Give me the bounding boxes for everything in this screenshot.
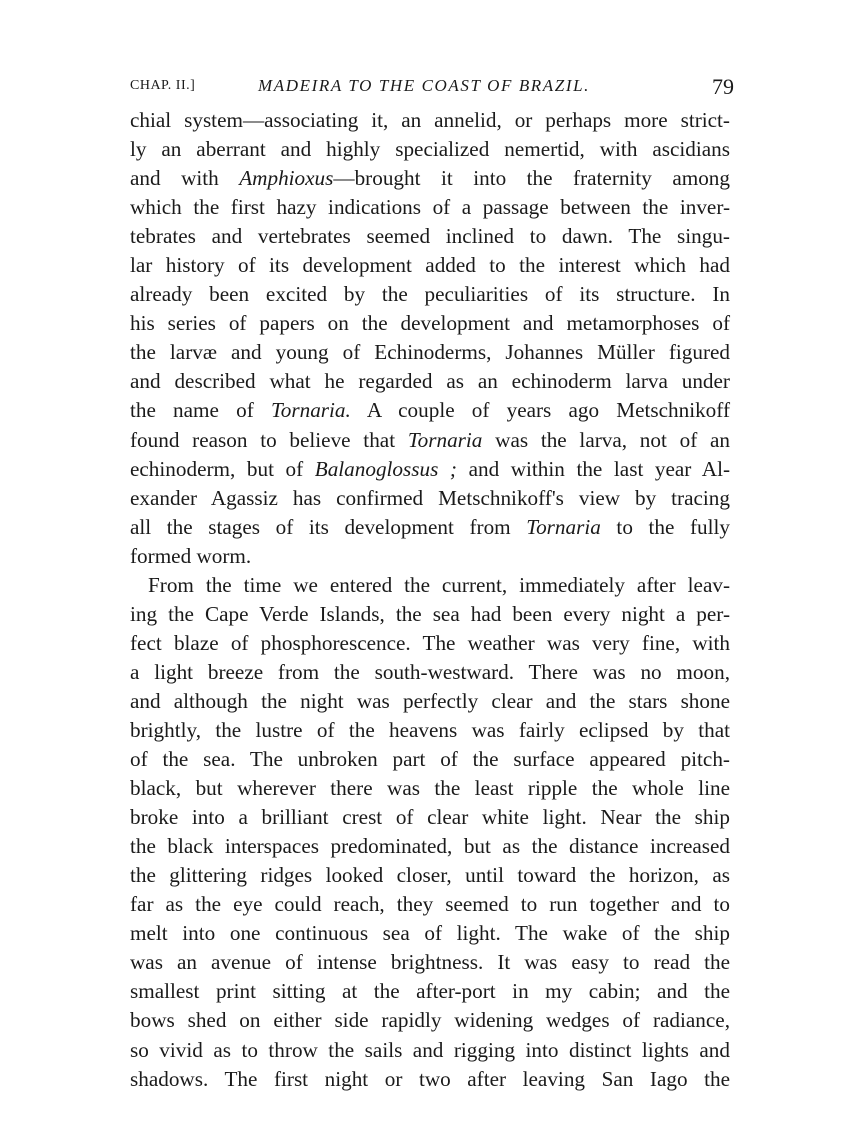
text-segment: a light breeze from the south-westward. There was no moon, bbox=[130, 659, 730, 684]
text-segment: fect blaze of phosphorescence. The weather was very fine, with bbox=[130, 630, 730, 655]
text-line bbox=[130, 513, 730, 542]
text-segment: lar history of its development added to the interest which had bbox=[130, 253, 730, 278]
text-segment: already been excited by the peculiarities of its structure. In bbox=[130, 282, 730, 307]
text-line bbox=[130, 309, 730, 338]
text-line bbox=[130, 861, 730, 890]
text-line bbox=[130, 222, 730, 251]
text-line bbox=[130, 948, 730, 977]
text-segment: —brought it into the fraternity among bbox=[333, 166, 730, 191]
text-line bbox=[130, 745, 730, 774]
text-line bbox=[130, 106, 730, 135]
chapter-label: CHAP. II.] bbox=[130, 78, 196, 93]
text-line bbox=[130, 600, 730, 629]
text-segment: of the sea. The unbroken part of the surface appeared pitch- bbox=[130, 747, 730, 772]
text-line bbox=[130, 687, 730, 716]
text-segment: A couple of years ago Metschnikoff bbox=[350, 398, 730, 423]
text-segment: From the time we entered the current, immediately after leav- bbox=[148, 572, 730, 597]
text-line bbox=[130, 832, 730, 861]
text-line bbox=[130, 1036, 730, 1065]
text-line bbox=[130, 280, 730, 309]
text-segment: ing the Cape Verde Islands, the sea had been every night a per- bbox=[130, 601, 730, 626]
italic-term: Tornaria bbox=[526, 514, 601, 539]
text-segment: bows shed on either side rapidly widening wedges of radiance, bbox=[130, 1008, 730, 1033]
text-line bbox=[130, 396, 730, 425]
text-line bbox=[130, 716, 730, 745]
text-line bbox=[130, 338, 730, 367]
italic-term: Tornaria bbox=[407, 427, 483, 452]
text-line bbox=[130, 919, 730, 948]
text-segment: to the fully bbox=[600, 514, 730, 539]
text-segment: melt into one continuous sea of light. The wake of the ship bbox=[130, 921, 730, 946]
text-line bbox=[130, 774, 730, 803]
text-segment: exander Agassiz has confirmed Metschnikoff's view by tracing bbox=[130, 485, 730, 510]
text-segment: and although the night was perfectly clear and the stars shone bbox=[130, 688, 730, 713]
text-segment: chial system—associating it, an annelid, or perhaps more strict- bbox=[130, 108, 730, 132]
text-segment: which the first hazy indications of a passage between the inver- bbox=[130, 195, 730, 220]
text-segment: far as the eye could reach, they seemed to run together and to bbox=[130, 892, 730, 917]
text-segment: brightly, the lustre of the heavens was fairly eclipsed by that bbox=[130, 717, 730, 742]
text-segment: so vivid as to throw the sails and rigging into distinct lights and bbox=[130, 1037, 730, 1062]
text-segment: all the stages of its development from bbox=[130, 514, 527, 539]
text-segment: echinoderm, but of bbox=[130, 456, 315, 481]
text-line bbox=[130, 542, 730, 571]
page-number: 79 bbox=[712, 74, 734, 99]
text-segment: the larvæ and young of Echinoderms, Johannes Müller figured bbox=[130, 340, 730, 365]
text-line bbox=[130, 367, 730, 396]
text-segment: his series of papers on the development and metamorphoses of bbox=[130, 311, 730, 336]
italic-term: Amphioxus bbox=[239, 166, 334, 191]
text-segment: the name of bbox=[130, 398, 271, 423]
text-segment: found reason to believe that bbox=[130, 427, 408, 452]
text-segment: formed worm. bbox=[130, 543, 252, 568]
text-line bbox=[130, 455, 730, 484]
text-segment: the glittering ridges looked closer, until toward the horizon, as bbox=[130, 863, 730, 888]
running-head bbox=[130, 72, 740, 104]
text-line bbox=[130, 658, 730, 687]
text-line bbox=[130, 803, 730, 832]
text-line bbox=[130, 426, 730, 455]
text-line bbox=[130, 1006, 730, 1035]
text-line bbox=[130, 484, 730, 513]
text-line bbox=[130, 1065, 730, 1094]
text-segment: the black interspaces predominated, but as the distance increased bbox=[130, 834, 730, 859]
text-segment: and within the last year Al- bbox=[457, 456, 731, 481]
text-segment: ly an aberrant and highly specialized nemertid, with ascidians bbox=[130, 137, 730, 162]
text-line bbox=[130, 251, 730, 280]
italic-term: Balanoglossus ; bbox=[314, 456, 457, 481]
text-line bbox=[130, 571, 730, 600]
text-line bbox=[130, 977, 730, 1006]
text-segment: smallest print sitting at the after-port in my cabin; and the bbox=[130, 979, 730, 1004]
text-segment: and with bbox=[130, 166, 240, 191]
text-segment: shadows. The first night or two after leaving San Iago the bbox=[130, 1066, 730, 1091]
text-segment: was an avenue of intense brightness. It was easy to read the bbox=[130, 950, 730, 975]
text-line bbox=[130, 193, 730, 222]
text-segment: black, but wherever there was the least ripple the whole line bbox=[130, 776, 730, 801]
text-line bbox=[130, 629, 730, 658]
text-line bbox=[130, 890, 730, 919]
body-text bbox=[130, 106, 730, 1094]
text-segment: was the larva, not of an bbox=[482, 427, 730, 452]
text-segment: broke into a brilliant crest of clear white light. Near the ship bbox=[130, 805, 730, 830]
text-line bbox=[130, 135, 730, 164]
text-segment: and described what he regarded as an echinoderm larva under bbox=[130, 369, 730, 394]
text-segment: tebrates and vertebrates seemed inclined to dawn. The singu- bbox=[130, 224, 730, 249]
italic-term: Tornaria. bbox=[270, 398, 351, 423]
text-line bbox=[130, 164, 730, 193]
running-title: MADEIRA TO THE COAST OF BRAZIL. bbox=[258, 76, 591, 95]
